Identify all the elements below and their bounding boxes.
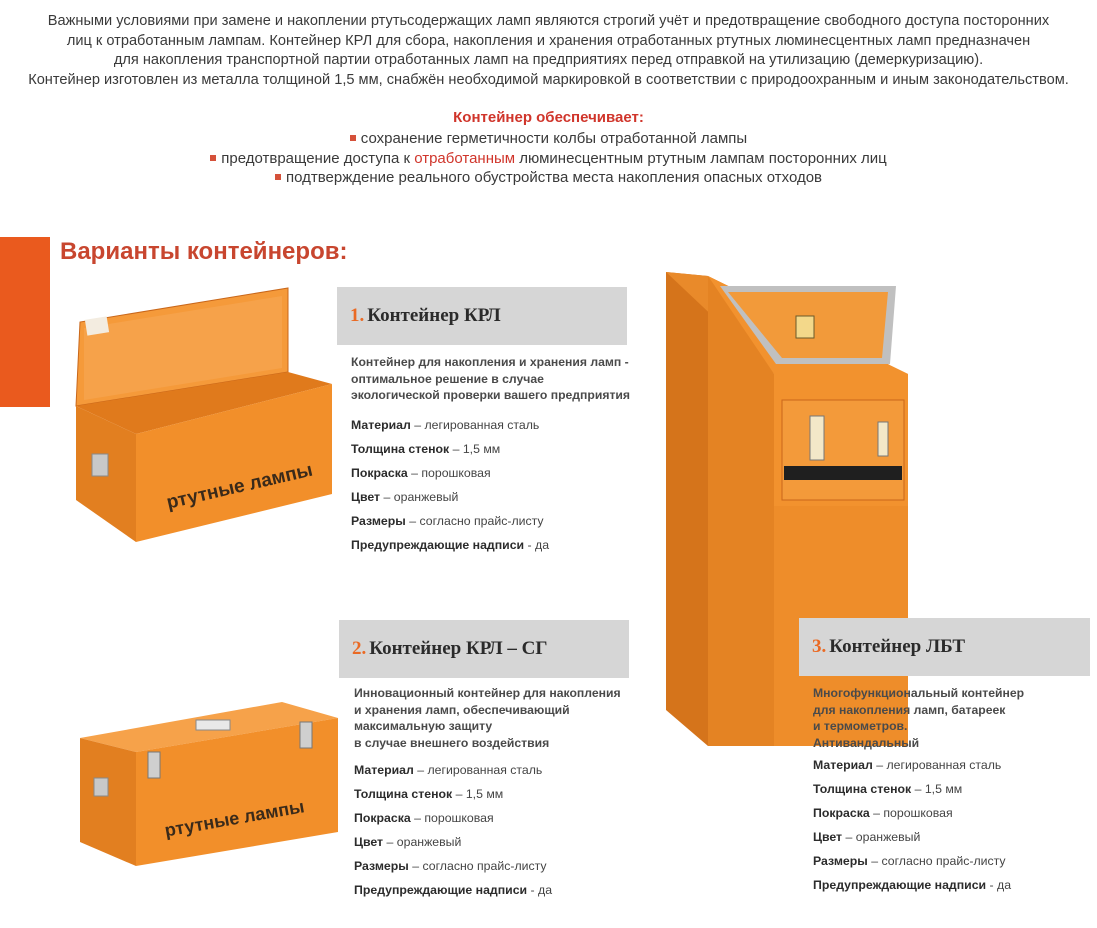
spec-row: [354, 882, 552, 906]
desc-line: в случае внешнего воздействия: [354, 735, 550, 750]
spec-row: [354, 834, 552, 858]
spec-key: Покраска: [813, 806, 870, 820]
provides-item-text: предотвращение доступа к: [221, 149, 415, 167]
desc-line: оптимальное решение в случае: [351, 371, 544, 386]
spec-row: [813, 877, 1011, 901]
desc-line: максимальную защиту: [354, 719, 493, 733]
spec-row: [813, 757, 1011, 781]
spec-value: – оранжевый: [380, 490, 459, 504]
container-1-header: [337, 287, 627, 345]
desc-line: Многофункциональный контейнер: [813, 686, 1025, 700]
spec-value: – легированная сталь: [413, 763, 543, 777]
desc-line: и хранения ламп, обеспечивающий: [354, 702, 570, 717]
intro-line: Важными условиями при замене и накоплении ртутьсодержащих ламп являются строгий учёт и предотвращение свободного доступа посторонних: [47, 13, 1050, 29]
spec-key: Цвет: [351, 490, 381, 504]
container-3-number: 3.: [812, 636, 827, 657]
provides-item: [0, 129, 1097, 149]
container-2-title: [352, 620, 547, 678]
container-2-specs: [354, 762, 552, 906]
container-1-specs: [351, 417, 549, 561]
spec-row: [351, 537, 549, 561]
desc-line: для накопления ламп, батареек: [813, 702, 1006, 717]
spec-key: Цвет: [354, 835, 384, 849]
spec-value: – согласно прайс-листу: [408, 859, 547, 873]
container-2-header: [339, 620, 629, 678]
provides-title: Контейнер обеспечивает:: [453, 109, 644, 126]
provides-item: [0, 168, 1097, 188]
spec-value: – согласно прайс-листу: [405, 514, 544, 528]
spec-row: [354, 762, 552, 786]
spec-value: – порошковая: [869, 806, 953, 820]
spec-key: Предупреждающие надписи: [354, 883, 528, 897]
intro-paragraph: [0, 12, 1097, 90]
lbt-container-illustration: [664, 270, 914, 748]
container-2-description: [354, 685, 621, 751]
spec-row: [813, 781, 1011, 805]
spec-key: Цвет: [813, 830, 843, 844]
intro-line: лиц к отработанным лампам. Контейнер КРЛ для сбора, накопления и хранения отработанных ртутных люминесцентных ламп предназначен: [66, 32, 1031, 49]
krl-sg-container-illustration: [76, 692, 342, 870]
spec-row: [354, 810, 552, 834]
container-1-title: [350, 287, 501, 345]
krl-container-illustration: [70, 284, 340, 548]
spec-value: – 1,5 мм: [911, 782, 963, 796]
spec-value: - да: [986, 878, 1012, 892]
spec-value: – порошковая: [410, 811, 494, 825]
container-1-number: 1.: [350, 305, 365, 326]
spec-key: Покраска: [354, 811, 411, 825]
container-3-specs: [813, 757, 1011, 901]
box-label: ртутные лампы: [164, 459, 315, 514]
provides-item-text: подтверждение реального обустройства места накопления опасных отходов: [285, 169, 823, 186]
spec-value: – порошковая: [407, 466, 491, 480]
spec-value: – легированная сталь: [410, 418, 540, 432]
spec-row: [813, 805, 1011, 829]
provides-list: [0, 129, 1097, 188]
spec-row: [354, 858, 552, 882]
container-1-description: [351, 354, 630, 404]
container-1-title-text: Контейнер КРЛ: [367, 305, 501, 326]
spec-value: - да: [527, 883, 553, 897]
spec-value: - да: [524, 538, 550, 552]
spec-key: Толщина стенок: [351, 442, 450, 456]
intro-line: Контейнер изготовлен из металла толщиной 1,5 мм, снабжён необходимой маркировкой в соответствии с природоохранным и иным законодательством.: [28, 71, 1069, 88]
spec-key: Материал: [351, 418, 411, 432]
spec-key: Предупреждающие надписи: [813, 878, 987, 892]
spec-row: [351, 513, 549, 537]
desc-line: экологической проверки вашего предприятия: [351, 388, 631, 402]
spec-value: – 1,5 мм: [452, 787, 504, 801]
accent-bar: [0, 237, 50, 407]
provides-item-text: люминесцентным ртутным лампам посторонних лиц: [515, 149, 887, 167]
desc-line: Антивандальный: [813, 735, 920, 750]
desc-line: и термометров.: [813, 719, 908, 733]
box-label: ртутные лампы: [163, 796, 306, 841]
spec-key: Толщина стенок: [354, 787, 453, 801]
spec-row: [351, 489, 549, 513]
bullet-square-icon: [210, 155, 216, 161]
spec-key: Размеры: [813, 854, 868, 868]
provides-item-highlight: отработанным: [414, 149, 516, 167]
spec-key: Толщина стенок: [813, 782, 912, 796]
spec-key: Предупреждающие надписи: [351, 538, 525, 552]
intro-line: для накопления транспортной партии отработанных ламп на предприятиях перед отправкой на утилизацию (демеркуризацию).: [113, 52, 984, 68]
container-3-description: [813, 685, 1024, 751]
container-2-number: 2.: [352, 638, 367, 659]
spec-key: Покраска: [351, 466, 408, 480]
section-title: Варианты контейнеров:: [60, 238, 348, 265]
container-3-title: [812, 618, 965, 676]
spec-key: Материал: [813, 758, 873, 772]
spec-value: – оранжевый: [383, 835, 462, 849]
provides-item-text: сохранение герметичности колбы отработанной лампы: [360, 130, 748, 147]
container-2-title-text: Контейнер КРЛ – СГ: [369, 638, 548, 659]
spec-value: – легированная сталь: [872, 758, 1002, 772]
spec-row: [351, 417, 549, 441]
spec-row: [351, 465, 549, 489]
spec-row: [351, 441, 549, 465]
desc-line: Контейнер для накопления и хранения ламп -: [351, 355, 629, 369]
provides-item: [0, 149, 1097, 169]
spec-key: Материал: [354, 763, 414, 777]
spec-key: Размеры: [351, 514, 406, 528]
spec-key: Размеры: [354, 859, 409, 873]
desc-line: Инновационный контейнер для накопления: [354, 686, 621, 700]
bullet-square-icon: [275, 174, 281, 180]
spec-row: [813, 829, 1011, 853]
spec-row: [354, 786, 552, 810]
spec-value: – согласно прайс-листу: [867, 854, 1006, 868]
container-3-title-text: Контейнер ЛБТ: [829, 636, 966, 657]
bullet-square-icon: [350, 135, 356, 141]
spec-row: [813, 853, 1011, 877]
spec-value: – оранжевый: [842, 830, 921, 844]
spec-value: – 1,5 мм: [449, 442, 501, 456]
container-3-header: [799, 618, 1090, 676]
